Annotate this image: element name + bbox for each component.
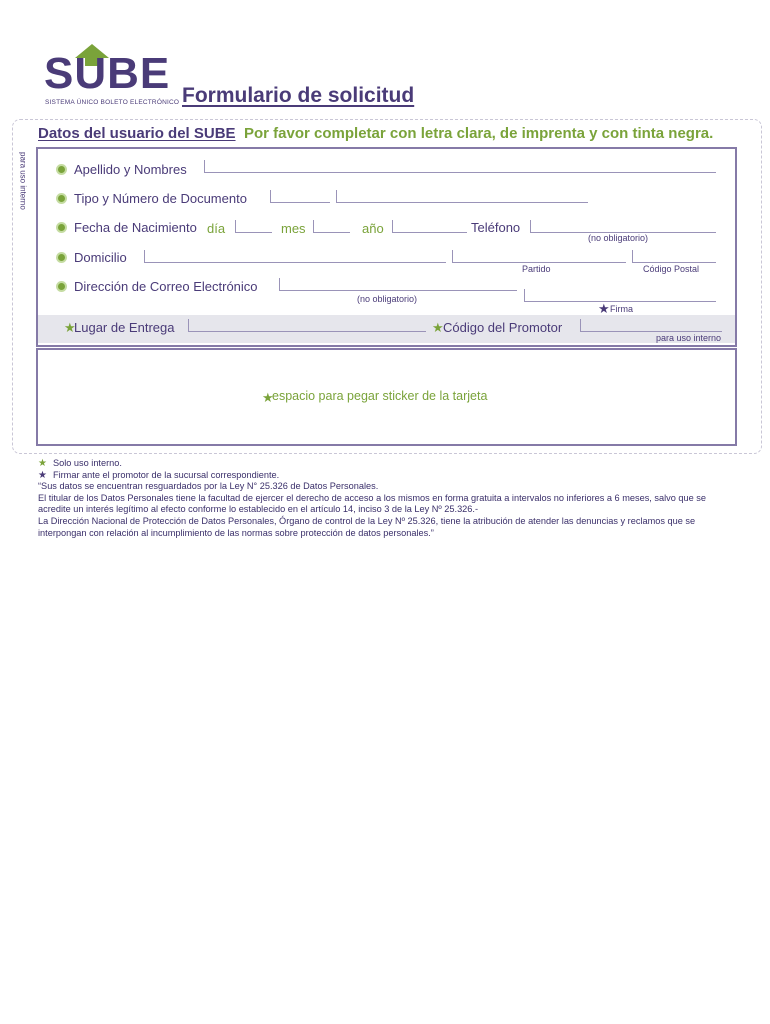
footnote-firmar: ★ Firmar ante el promotor de la sucursal correspondiente. xyxy=(38,469,280,481)
field-codigo-promotor[interactable] xyxy=(580,319,722,332)
green-star-icon: ★ xyxy=(38,458,47,469)
label-lugar-entrega: Lugar de Entrega xyxy=(74,320,175,335)
codigo-postal-label: Código Postal xyxy=(643,264,700,274)
label-email: Dirección de Correo Electrónico xyxy=(74,279,258,294)
sube-logo-subtitle: SISTEMA ÚNICO BOLETO ELECTRÓNICO xyxy=(45,99,180,106)
label-documento: Tipo y Número de Documento xyxy=(74,191,247,206)
footnotes xyxy=(38,458,738,539)
sube-logo: SUBE xyxy=(44,49,171,98)
form-title: Formulario de solicitud xyxy=(182,84,415,107)
sticker-label: espacio para pegar sticker de la tarjeta xyxy=(272,389,488,403)
section-instruction: Por favor completar con letra clara, de imprenta y con tinta negra. xyxy=(244,125,714,142)
footnote-legal-2: El titular de los Datos Personales tiene la facultad de ejercer el derecho de acceso a los mismos en forma gratuita a intervalos no inferiores a 6 meses, salvo que se acredite un interés legítimo al efecto conforme lo establecido en el artículo 14, inciso 3 de la Ley Nº 25.326.- xyxy=(38,492,706,515)
codigo-promotor-star-icon: ★ xyxy=(432,320,444,335)
label-anio: año xyxy=(362,221,384,236)
purple-star-icon: ★ xyxy=(38,469,47,481)
label-dia: día xyxy=(207,221,226,236)
field-apellido-nombres[interactable] xyxy=(204,160,716,173)
footnote-legal-1: “Sus datos se encuentran resguardados por la Ley N° 25.326 de Datos Personales. xyxy=(38,481,379,492)
field-numero-documento[interactable] xyxy=(336,190,588,203)
sticker-star-icon: ★ xyxy=(262,390,274,405)
field-mes[interactable] xyxy=(313,220,350,233)
bullet-icon xyxy=(56,193,67,204)
field-firma[interactable] xyxy=(524,289,716,302)
field-domicilio[interactable] xyxy=(144,250,446,263)
bullet-icon xyxy=(56,252,67,263)
bullet-icon xyxy=(56,164,67,175)
label-domicilio: Domicilio xyxy=(74,250,127,265)
field-codigo-postal[interactable] xyxy=(632,250,716,263)
side-label-internal-use xyxy=(12,152,34,222)
field-lugar-entrega[interactable] xyxy=(188,319,426,332)
side-label-text: para uso interno xyxy=(18,152,28,210)
field-telefono[interactable] xyxy=(530,220,716,233)
bullet-icon xyxy=(56,222,67,233)
email-note: (no obligatorio) xyxy=(357,294,418,304)
lugar-entrega-star-icon: ★ xyxy=(64,320,76,335)
field-tipo-documento[interactable] xyxy=(270,190,330,203)
field-anio[interactable] xyxy=(392,220,467,233)
firma-star-icon: ★ xyxy=(598,301,610,316)
field-dia[interactable] xyxy=(235,220,272,233)
label-codigo-promotor: Código del Promotor xyxy=(443,320,563,335)
bullet-icon xyxy=(56,281,67,292)
label-apellido: Apellido y Nombres xyxy=(74,162,187,177)
label-mes: mes xyxy=(281,221,306,236)
label-telefono: Teléfono xyxy=(471,220,521,235)
footnote-legal-3: La Dirección Nacional de Protección de Datos Personales, Órgano de control de la Ley Nº 25.326, tiene la atribución de atender las denuncias y reclamos que se interpongan con relación al incumplimiento de las normas sobre protección de datos personales.” xyxy=(38,515,696,538)
section-title: Datos del usuario del SUBE xyxy=(38,125,236,142)
uso-interno-label: para uso interno xyxy=(656,333,722,343)
field-email[interactable] xyxy=(279,278,517,291)
partido-label: Partido xyxy=(522,264,551,274)
telefono-note: (no obligatorio) xyxy=(588,233,649,243)
footnote-solo-uso: ★ Solo uso interno. xyxy=(38,458,122,469)
field-partido[interactable] xyxy=(452,250,626,263)
label-nacimiento: Fecha de Nacimiento xyxy=(74,220,197,235)
firma-label: Firma xyxy=(610,304,633,314)
